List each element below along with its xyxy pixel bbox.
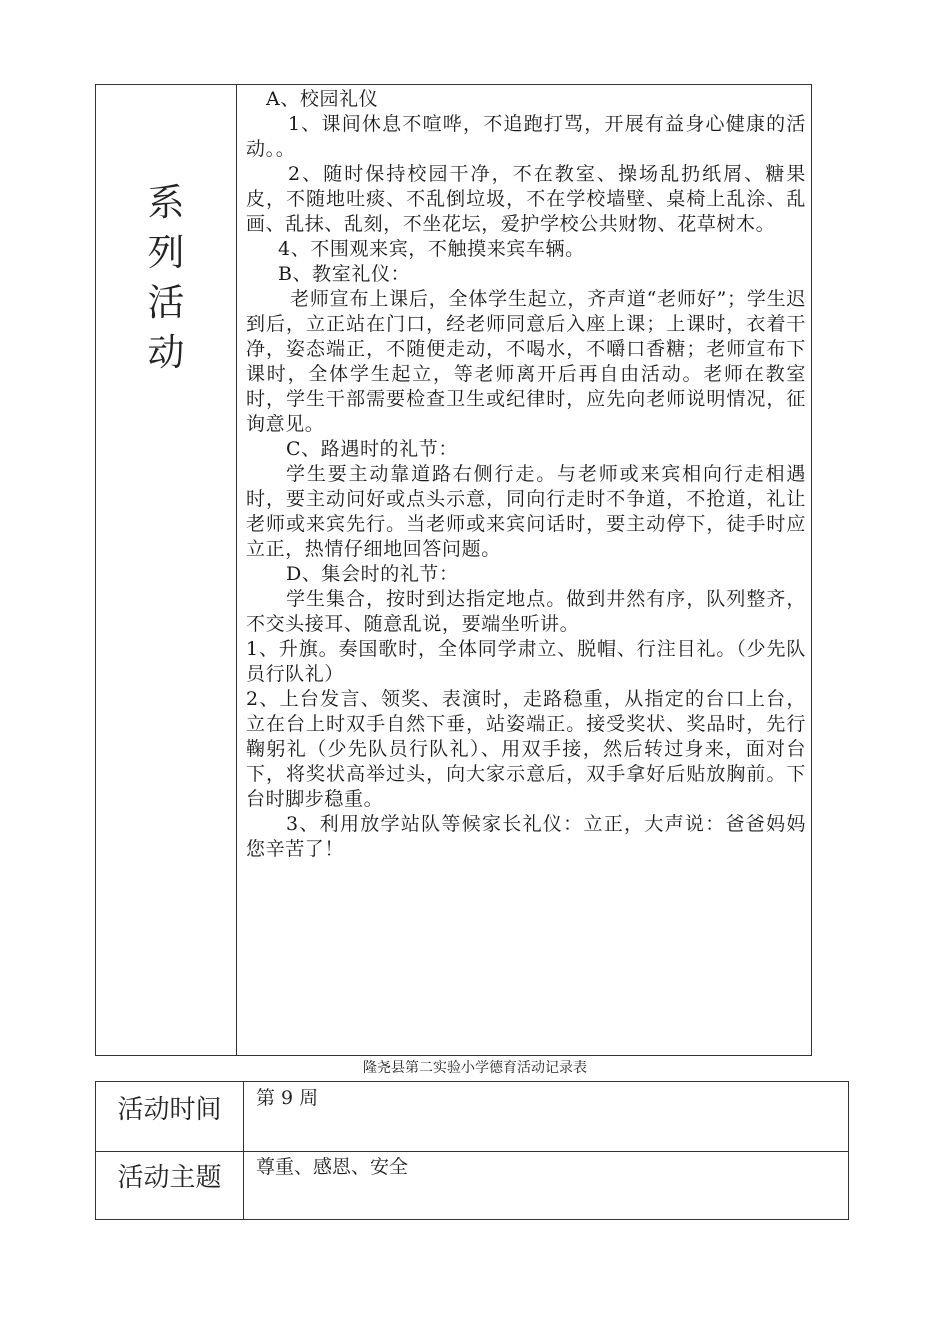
column-divider (236, 85, 237, 1055)
section-heading-d: D、集会时的礼节： (286, 563, 459, 585)
label-char: 系 (147, 181, 185, 224)
section-heading-a: A、校园礼仪 (266, 88, 379, 110)
row-divider (96, 1151, 848, 1152)
series-activities-label (96, 85, 236, 1055)
label-char: 活 (147, 281, 185, 324)
paragraph: 2、上台发言、领奖、表演时，走路稳重，从指定的台口上台，立在台上时双手自然下垂，站姿端正。接受奖状、奖品时，先行鞠躬礼（少先队员行队礼）、用双手接，然后转过身来，面对台下，将奖状高举过头，向大家示意后，双手拿好后贴放胸前。下台时脚步稳重。 (246, 688, 806, 810)
paragraph: 2、随时保持校园干净，不在教室、操场乱扔纸屑、糖果皮，不随地吐痰、不乱倒垃圾，不在学校墙壁、桌椅上乱涂、乱画、乱抹、乱刻，不坐花坛，爱护学校公共财物、花草树木。 (246, 163, 806, 235)
record-table (95, 1081, 849, 1220)
label-char: 列 (147, 231, 185, 274)
series-activities-content (246, 87, 806, 862)
paragraph: 3、利用放学站队等候家长礼仪：立正，大声说：爸爸妈妈您辛苦了！ (246, 813, 806, 860)
paragraph: 老师宣布上课后，全体学生起立，齐声道“老师好”；学生迟到后，立正站在门口，经老师同意后入座上课；上课时，衣着干净，姿态端正，不随便走动，不喝水，不嚼口香糖；老师宣布下课时，全体学生起立，等老师离开后再自由活动。老师在教室时，学生干部需要检查卫生或纪律时，应先向老师说明情况，征询意见。 (246, 288, 806, 435)
paragraph: 1、课间休息不喧哗，不追跑打骂，开展有益身心健康的活动。。 (246, 113, 806, 160)
section-heading-c: C、路遇时的礼节： (286, 438, 458, 460)
label-char: 动 (147, 331, 185, 374)
paragraph: 1、升旗。奏国歌时，全体同学肃立、脱帽、行注目礼。（少先队员行队礼） (246, 638, 806, 685)
activity-theme-label: 活动主题 (117, 1163, 222, 1193)
paragraph: 学生要主动靠道路右侧行走。与老师或来宾相向行走相遇时，要主动问好或点头示意，同向行走时不争道，不抢道，礼让老师或来宾先行。当老师或来宾问话时，要主动停下，徒手时应立正，热情仔细地回答问题。 (246, 463, 806, 560)
section-heading-b: B、教室礼仪： (278, 263, 411, 285)
paragraph: 4、不围观来宾，不触摸来宾车辆。 (278, 238, 585, 260)
paragraph: 学生集合，按时到达指定地点。做到井然有序，队列整齐，不交头接耳、随意乱说，要端坐听讲。 (246, 588, 806, 635)
activity-theme-value: 尊重、感恩、安全 (256, 1156, 409, 1178)
activity-time-label: 活动时间 (117, 1095, 222, 1125)
activity-time-value: 第 9 周 (256, 1087, 319, 1109)
record-table-caption: 隆尧县第二实验小学德育活动记录表 (363, 1060, 587, 1076)
series-activities-table (95, 84, 812, 1056)
